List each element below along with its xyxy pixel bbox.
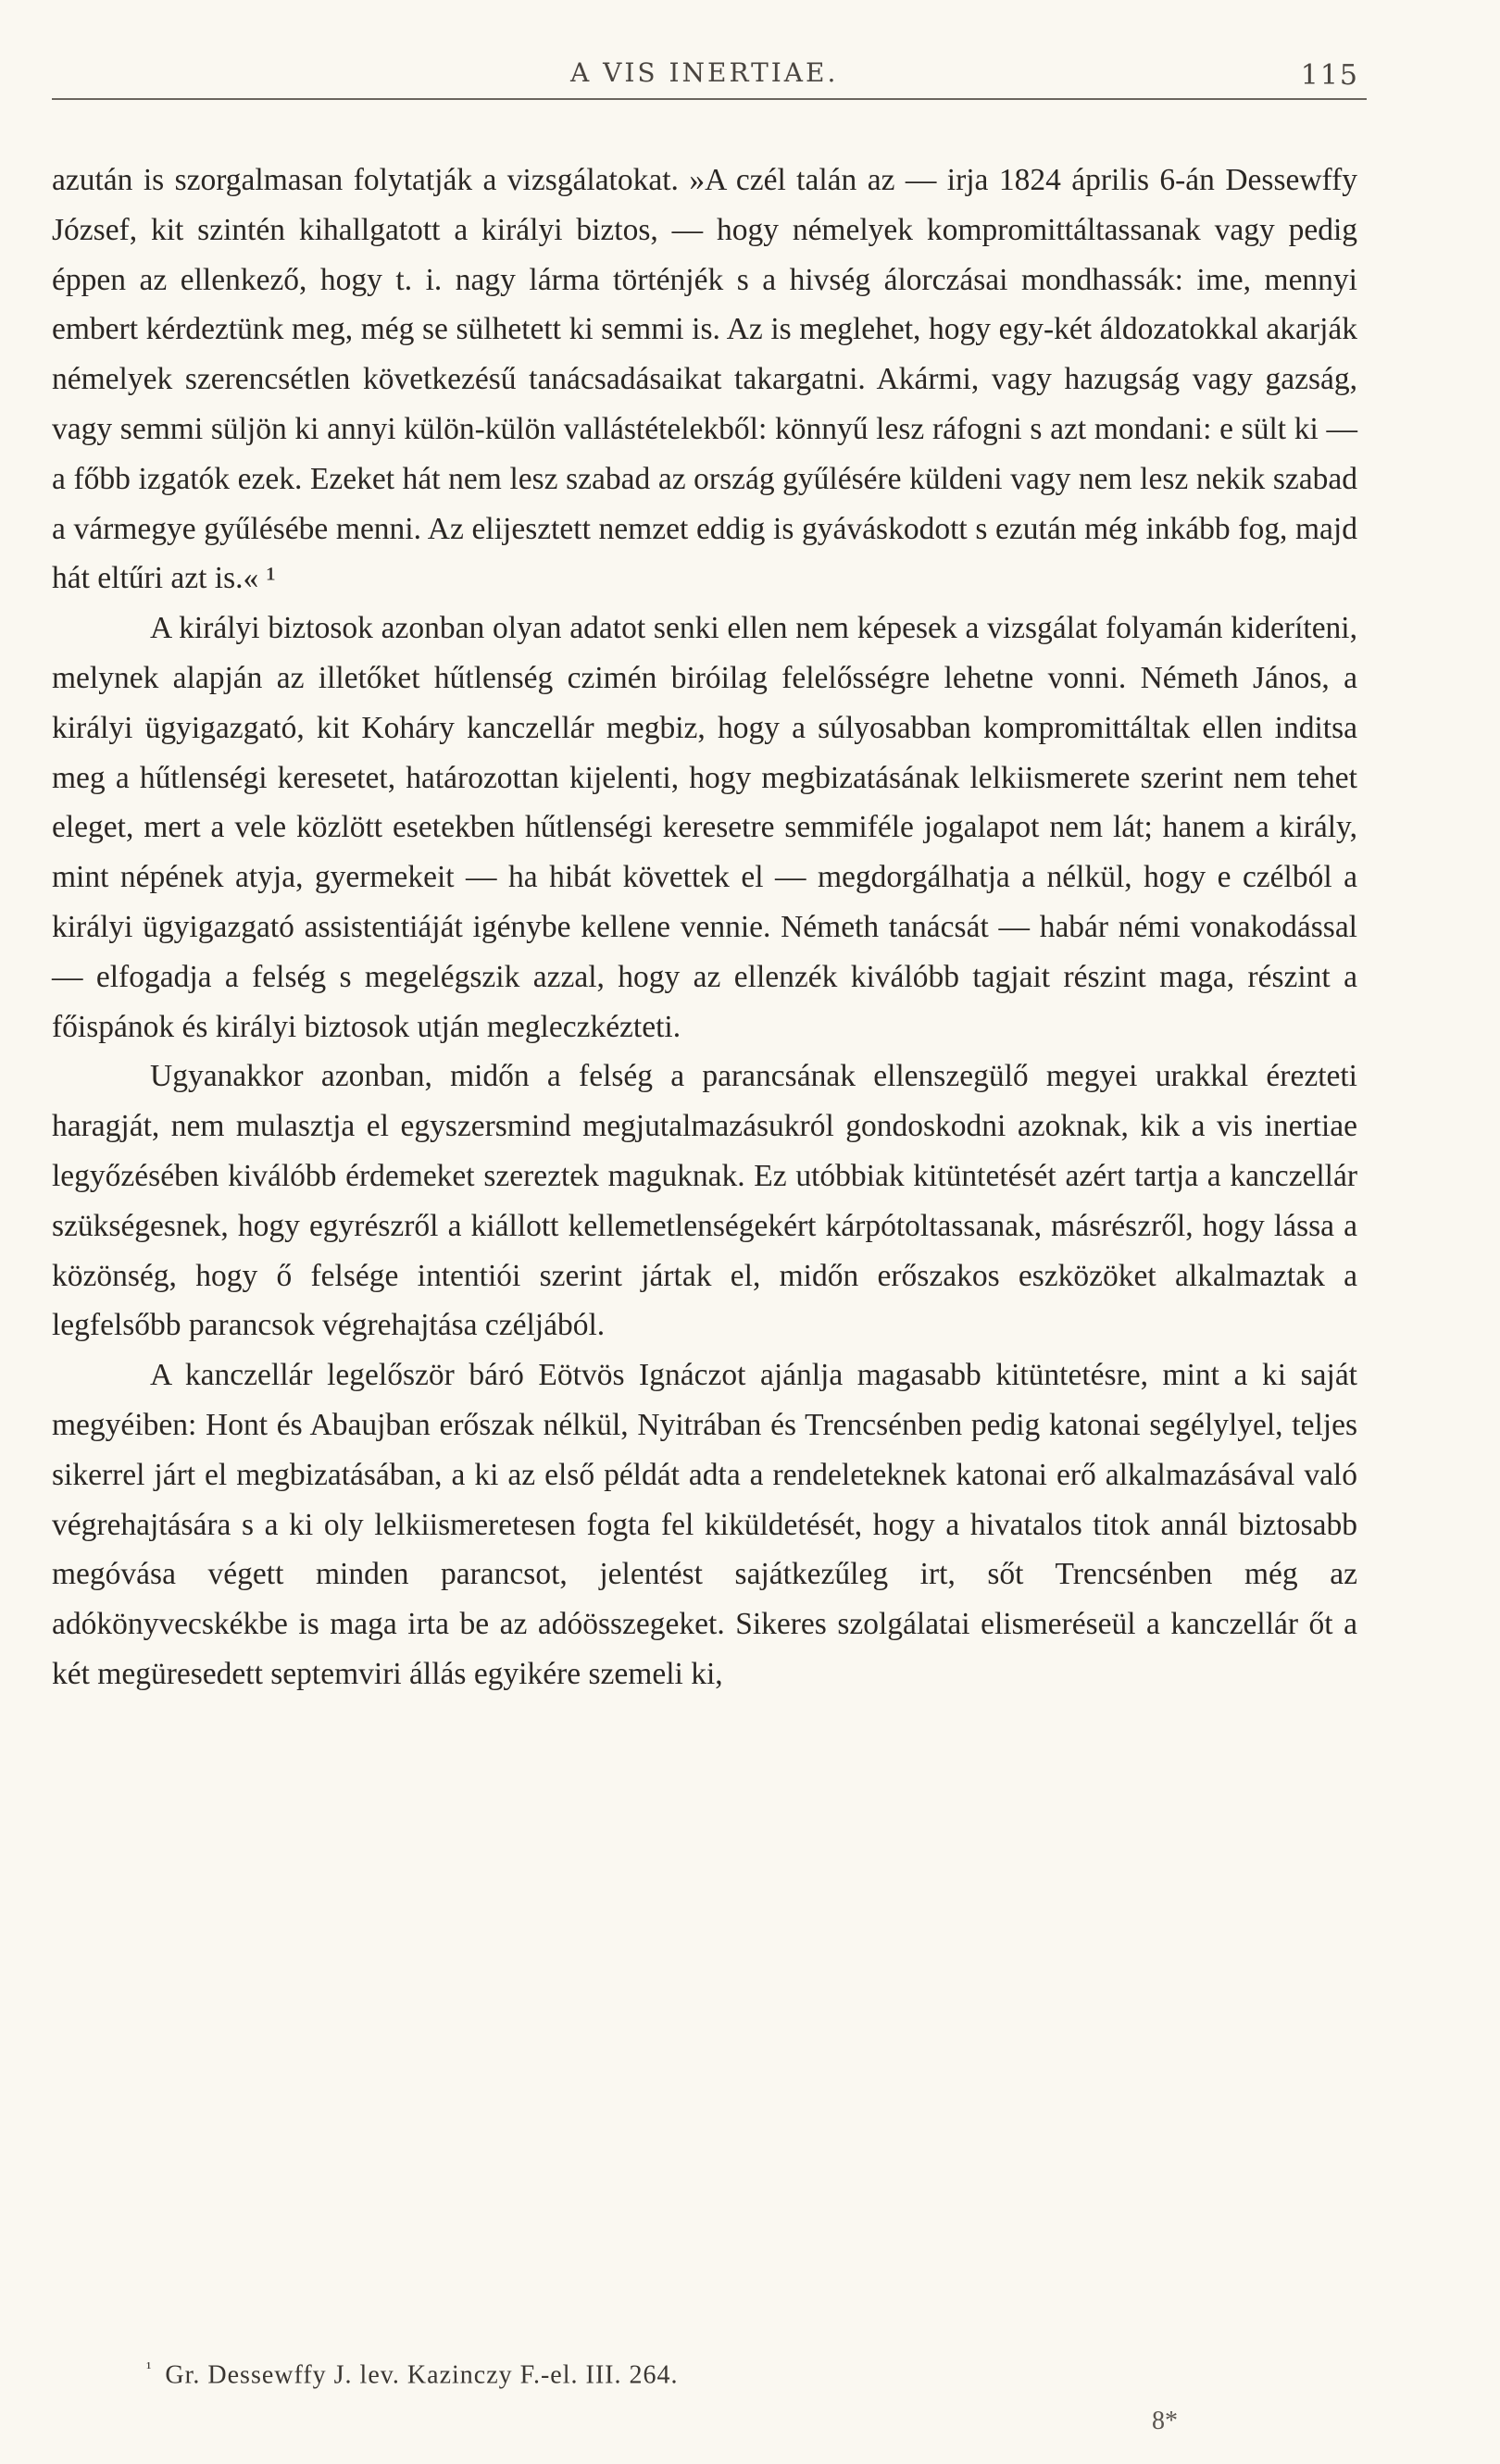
body-text bbox=[52, 156, 1357, 1699]
footnote bbox=[146, 2358, 678, 2390]
paragraph: Ugyanakkor azonban, midőn a felség a parancsának ellenszegülő megyei urakkal érezteti haragját, nem mulasztja el egyszersmind megjutalmazásukról gondoskodni azoknak, kik a vis inertiae legyőzésében kiválóbb érdemeket szereztek maguknak. Ez utóbbiak kitüntetését azért tartja a kanczellár szükségesnek, hogy egyrészről a kiállott kellemetlenségekért kárpótoltassanak, másrészről, hogy lássa a közönség, hogy ő felsége intentiói szerint jártak el, midőn erőszakos eszközöket alkalmaztak a legfelsőbb parancsok végrehajtása czéljából. bbox=[52, 1059, 1357, 1343]
running-head: A VIS INERTIAE. bbox=[570, 57, 839, 88]
paragraph: azután is szorgalmasan folytatják a vizsgálatokat. »A czél talán az — irja 1824 április 6-án Dessewffy József, kit szintén kihallgatott a királyi biztos, — hogy némelyek kompromittáltassanak vagy pedig éppen az ellenkező, hogy t. i. nagy lárma történjék s a hivség álorczásai mondhassák: ime, mennyi embert kérdeztünk meg, még se sülhetett ki semmi is. Az is meglehet, hogy egy-két áldozatokkal akarják némelyek szerencsétlen következésű tanácsadásaikat takargatni. Akármi, vagy hazugság vagy gazság, vagy semmi süljön ki annyi külön-külön vallástételekből: könnyű lesz ráfogni s azt mondani: e sült ki — a főbb izgatók ezek. Ezeket hát nem lesz szabad az ország gyűlésére küldeni vagy nem lesz nekik szabad a vármegye gyűlésébe menni. Az elijesztett nemzet eddig is gyáváskodott s ezután még inkább fog, majd hát eltűri azt is.« ¹ bbox=[52, 163, 1357, 596]
footnote-mark: ¹ bbox=[146, 2358, 153, 2377]
paragraph: A királyi biztosok azonban olyan adatot senki ellen nem képesek a vizsgálat folyamán kideríteni, melynek alapján az illetőket hűtlenség czimén biróilag felelősségre lehetne vonni. Németh János, a királyi ügyigazgató, kit Koháry kanczellár megbiz, hogy a súlyosabban kompromittáltak ellen inditsa meg a hűtlenségi keresetet, határozottan kijelenti, hogy megbizatásának lelkiismerete szerint nem tehet eleget, mert a vele közlött esetekben hűtlenségi keresetre semmiféle jogalapot nem lát; hanem a király, mint népének atyja, gyermekeit — ha hibát követtek el — megdorgálhatja a nélkül, hogy e czélból a királyi ügyigazgató assistentiáját igénybe kellene vennie. Németh tanácsát — habár némi vonakodással — elfogadja a felség s megelégszik azzal, hogy az ellenzék kiválóbb tagjait részint maga, részint a főispánok és királyi biztosok utján megleczkézteti. bbox=[52, 611, 1357, 1044]
paragraph: A kanczellár legelőször báró Eötvös Ignáczot ajánlja magasabb kitüntetésre, mint a ki saját megyéiben: Hont és Abaujban erőszak nélkül, Nyitrában és Trencsénben pedig katonai segélylyel, teljes sikerrel járt el megbizatásában, a ki az első példát adta a rendeleteknek katonai erő alkalmazásával való végrehajtására s a ki oly lelkiismeretesen fogta fel kiküldetését, hogy a hivatalos titok annál biztosabb megóvása végett minden parancsot, jelentést sajátkezűleg irt, sőt Trencsénben még az adókönyvecskékbe is maga irta be az adóösszegeket. Sikeres szolgálatai elismeréseül a kanczellár őt a két megüresedett septemviri állás egyikére szemeli ki, bbox=[52, 1358, 1357, 1691]
page-header bbox=[52, 48, 1367, 100]
signature-mark: 8* bbox=[1152, 2407, 1178, 2435]
footnote-text: Gr. Dessewffy J. lev. Kazinczy F.-el. III. 264. bbox=[165, 2360, 679, 2390]
page-number: 115 bbox=[1300, 59, 1359, 92]
